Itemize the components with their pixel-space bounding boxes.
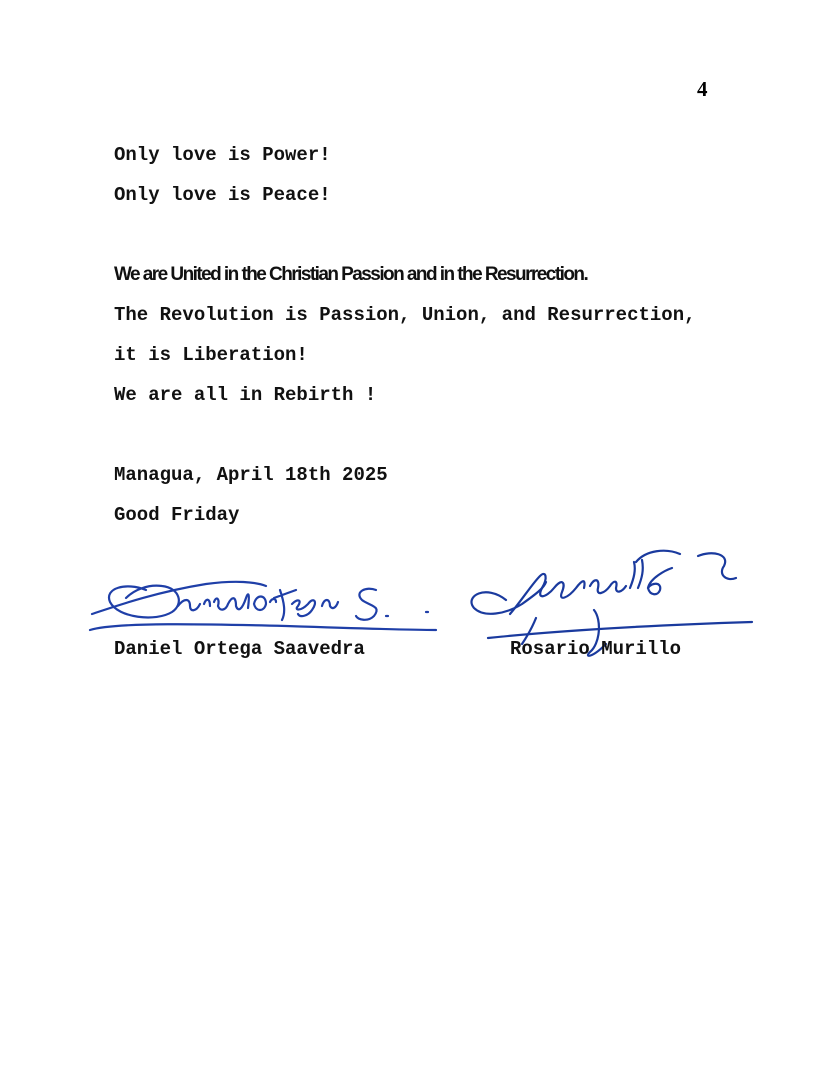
body-line-united: We are United in the Christian Passion and in the Resurrection. xyxy=(114,264,588,285)
signatory-name-left: Daniel Ortega Saavedra xyxy=(114,638,365,660)
body-line-revolution: The Revolution is Passion, Union, and Resurrection, xyxy=(114,304,696,326)
day-name: Good Friday xyxy=(114,504,240,526)
body-line-peace: Only love is Peace! xyxy=(114,184,331,206)
body-line-power: Only love is Power! xyxy=(114,144,331,166)
page-number: 4 xyxy=(697,77,708,101)
signatory-name-right: Rosario Murillo xyxy=(510,638,682,660)
signature-daniel-ortega xyxy=(86,568,446,640)
place-date: Managua, April 18th 2025 xyxy=(114,464,388,486)
body-line-rebirth: We are all in Rebirth ! xyxy=(114,384,377,406)
body-line-liberation: it is Liberation! xyxy=(114,344,308,366)
